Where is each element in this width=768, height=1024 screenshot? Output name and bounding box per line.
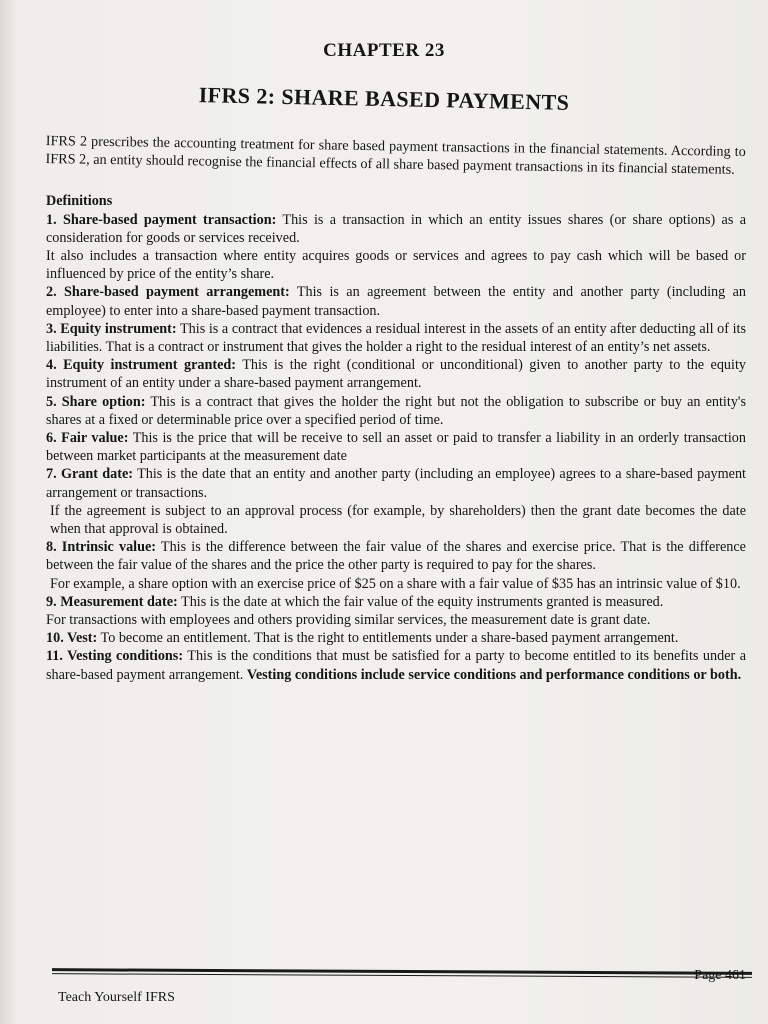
definition-text: This is the difference between the fair value of the shares and exercise price. That is the difference between the fair value of the shares and the price the other party is required to pay for the shares. xyxy=(46,539,746,574)
definition-term: 8. Intrinsic value: xyxy=(46,539,157,556)
definition-2 xyxy=(46,283,746,319)
definition-5 xyxy=(46,393,746,429)
definition-9 xyxy=(46,593,746,611)
definition-text: For example, a share option with an exercise price of $25 on a share with a fair value of $35 has an intrinsic value of $10. xyxy=(50,575,741,592)
definition-7 xyxy=(46,465,746,501)
definition-text: This is the right (conditional or unconditional) given to another party to the equity instrument of an entity under a share-based payment arrangement. xyxy=(46,357,746,392)
definition-term: 2. Share-based payment arrangement: xyxy=(46,284,290,301)
book-title: Teach Yourself IFRS xyxy=(58,990,175,1005)
definition-4 xyxy=(46,356,746,392)
definition-term: 7. Grant date: xyxy=(46,466,134,483)
definition-text: This is the date at which the fair value of the equity instruments granted is measured. xyxy=(177,593,664,610)
definition-text: This is a contract that gives the holder the right but not the obligation to subscribe or buy an entity's shares at a fixed or determinable price over a specified period of time. xyxy=(46,393,746,428)
definition-6 xyxy=(46,429,746,465)
page-number: Page 461 xyxy=(694,968,746,983)
definition-11 xyxy=(46,647,746,683)
chapter-label: CHAPTER 23 xyxy=(323,40,445,61)
definition-text: This is a transaction in which an entity issues shares (or share options) as a consideration for goods or services received. xyxy=(46,211,746,246)
definition-term: 9. Measurement date: xyxy=(46,593,178,610)
definition-text: To become an entitlement. That is the right to entitlements under a share-based payment arrangement. xyxy=(97,630,679,647)
definition-7-note xyxy=(46,502,746,538)
definition-8-example xyxy=(46,575,746,593)
definition-text: This is a contract that evidences a residual interest in the assets of an entity after deducting all of its liabilities. That is a contract or instrument that gives the holder a right to the residual interest of an entity’s net assets. xyxy=(46,320,746,356)
definition-text: It also includes a transaction where entity acquires goods or services and agrees to pay cash which will be based or influenced by price of the entity’s share. xyxy=(46,248,746,283)
definition-term: 11. Vesting conditions: xyxy=(46,648,184,665)
definition-term: 3. Equity instrument: xyxy=(46,320,177,337)
definition-1-note xyxy=(46,247,746,283)
definition-text: For transactions with employees and others providing similar services, the measurement date is grant date. xyxy=(46,612,651,629)
definition-3 xyxy=(46,320,746,356)
intro-paragraph: IFRS 2 prescribes the accounting treatment for share based payment transactions in the financial statements. According to IFRS 2, an entity should recognise the financial effects of all share based payment transactions in its financial statements. xyxy=(45,132,746,179)
page-body xyxy=(46,132,746,684)
definition-term: 5. Share option: xyxy=(46,393,146,410)
definition-9-note xyxy=(46,611,746,629)
definition-term: 1. Share-based payment transaction: xyxy=(46,211,277,228)
definition-1 xyxy=(46,211,746,247)
definition-term: 4. Equity instrument granted: xyxy=(46,357,236,374)
definition-term: 10. Vest: xyxy=(46,630,98,647)
definition-8 xyxy=(46,538,746,574)
definitions-heading: Definitions xyxy=(46,193,113,210)
chapter-title: IFRS 2: SHARE BASED PAYMENTS xyxy=(198,82,570,115)
definition-text: This is the date that an entity and another party (including an employee) agrees to a share-based payment arrangement or transactions. xyxy=(46,466,746,501)
definition-bold-text: Vesting conditions include service conditions and performance conditions or both. xyxy=(246,666,742,683)
definition-text: If the agreement is subject to an approval process (for example, by shareholders) then the grant date becomes the date when that approval is obtained. xyxy=(50,502,746,538)
definition-text: This is the conditions that must be satisfied for a party to become entitled to its benefits under a share-based payment arrangement. xyxy=(46,648,746,683)
definition-term: 6. Fair value: xyxy=(46,430,129,447)
definition-text: This is the price that will be receive to sell an asset or paid to transfer a liability in an orderly transaction between market participants at the measurement date xyxy=(46,430,746,465)
definition-text: This is an agreement between the entity and another party (including an employee) to enter into a share-based payment transaction. xyxy=(46,284,746,319)
definition-10 xyxy=(46,629,746,647)
